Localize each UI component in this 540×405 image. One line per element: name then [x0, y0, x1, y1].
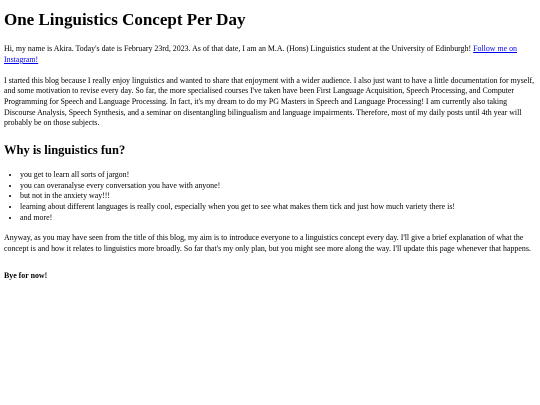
list-item: • and more! — [20, 213, 536, 224]
plan-paragraph: Anyway, as you may have seen from the title of this blog, my aim is to introduce everyone to a linguistics concept every day. I'll give a brief explanation of what the concept is and how it relates to linguistics more broadly. So far that's my only plan, but you might see more along the way. I'll update this page whenever that happens. — [4, 233, 531, 254]
intro-text: Hi, my name is Akira. Today's date is February 23rd, 2023. As of that date, I am an M.A. (Hons) Linguistics student at the University of Edinburgh! — [4, 44, 474, 54]
why-heading: Why is linguistics fun? — [4, 143, 126, 158]
signoff: Bye for now! — [4, 270, 48, 280]
instagram-link[interactable]: Follow me on Instagram! — [4, 44, 517, 65]
intro-paragraph — [4, 44, 536, 65]
page-title: One Linguistics Concept Per Day — [4, 10, 246, 29]
list-item: • learning about different languages is really cool, especially when you get to see what makes them tick and just how much variety there is! — [20, 202, 536, 213]
reasons-list — [4, 170, 536, 223]
list-item: • you get to learn all sorts of jargon! — [20, 170, 536, 181]
about-paragraph: I started this blog because I really enjoy linguistics and wanted to share that enjoyment with a wider audience. I also just want to have a little documentation for myself, and some motivation to revise every day. So far, the more specialised courses I've taken have been First Language Acquisition, Speech Processing, and Computer Programming for Speech and Language Processing. In fact, it's my dream to do my PG Masters in Speech and Language Processing! I am currently also taking Discourse Analysis, Speech Synthesis, and a seminar on disentangling bilingualism and language impairments. Therefore, most of my daily posts until 4th year will probably be on those subjects. — [4, 75, 535, 128]
list-item: • you can overanalyse every conversation you have with anyone! — [20, 181, 536, 192]
list-item: • but not in the anxiety way!!! — [20, 191, 536, 202]
